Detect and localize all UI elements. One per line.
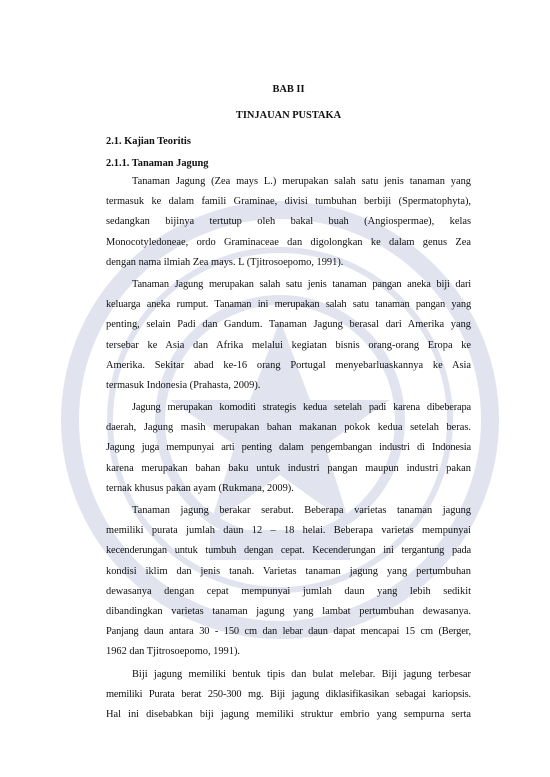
text-line: Tanaman Jagung (Zea mays L.) merupakan salah satu jenis tanaman yang — [132, 176, 471, 187]
text-line: Amerika. Sekitar abad ke-16 orang Portugal menyebarluaskannya ke Asia — [106, 359, 471, 371]
text-line: penting, selain Padi dan Gandum. Tanaman Jagung berasal dari Amerika yang — [106, 319, 471, 331]
text-line: termasuk Indonesia (Prahasta, 2009). — [106, 379, 261, 391]
text-line: kecenderungan untuk tumbuh dengan cepat. Kecenderungan ini tergantung pada — [106, 545, 471, 557]
text-line: karena merupakan bahan baku untuk industri pangan maupun industri pakan — [106, 462, 471, 474]
chapter-title: TINJAUAN PUSTAKA — [235, 110, 342, 121]
text-line: memiliki purata jumlah daun 12 – 18 helai. Beberapa varietas mempunyai — [106, 525, 471, 537]
text-line: Tanaman Jagung merupakan salah satu jenis tanaman pangan aneka biji dari — [132, 278, 471, 290]
text-line: memiliki Purata berat 250-300 mg. Biji jagung diklasifikasikan sebagai kariopsis. — [106, 688, 471, 700]
document-body — [106, 80, 471, 727]
text-line: daerah, Jagung masih merupakan bahan makanan pokok kedua setelah beras. — [106, 422, 471, 434]
text-line: kondisi iklim dan jenis tanah. Varietas tanaman jagung yang pertumbuhan — [106, 565, 471, 577]
paragraph-5 — [106, 665, 471, 726]
text-line: 1962 dan Tjitrosoepomo, 1991). — [106, 646, 241, 658]
text-line: dengan nama ilmiah Zea mays. L (Tjitrosoepomo, 1991). — [106, 256, 344, 268]
text-line: sedangkan bijinya tertutup oleh bakal buah (Angiospermae), kelas — [106, 216, 471, 228]
text-line: Panjang daun antara 30 - 150 cm dan lebar daun dapat mencapai 15 cm (Berger, — [106, 626, 471, 638]
text-line: Tanaman jagung berakar serabut. Beberapa varietas tanaman jagung — [132, 505, 471, 516]
section-heading: 2.1. Kajian Teoritis — [106, 136, 191, 147]
paragraph-1 — [106, 172, 471, 273]
chapter-heading: BAB II — [272, 84, 305, 95]
paragraph-2 — [106, 275, 471, 396]
text-line: Jagung juga mempunyai arti penting dalam pengembangan industri di Indonesia — [106, 442, 471, 454]
paragraph-3 — [106, 398, 471, 499]
subsection-heading: 2.1.1. Tanaman Jagung — [106, 158, 209, 169]
text-line: dewasanya dengan cepat mempunyai jumlah daun yang lebih sedikit — [106, 585, 471, 597]
text-line: termasuk ke dalam famili Graminae, divisi tumbuhan berbiji (Spermatophyta), — [106, 196, 471, 208]
text-line: dibandingkan varietas tanaman jagung yang lambat pertumbuhan dewasanya. — [106, 605, 471, 617]
text-line: Jagung merupakan komoditi strategis kedua setelah padi karena dibeberapa — [132, 402, 471, 414]
text-line: ternak khusus pakan ayam (Rukmana, 2009). — [106, 482, 294, 494]
paragraph-4 — [106, 501, 471, 663]
text-line: Hal ini disebabkan biji jagung memiliki struktur embrio yang sempurna serta — [106, 708, 471, 720]
text-line: Monocotyledoneae, ordo Graminaceae dan digolongkan ke dalam genus Zea — [106, 236, 471, 248]
text-line: keluarga aneka rumput. Tanaman ini merupakan salah satu tanaman pangan yang — [106, 299, 471, 311]
text-line: tersebar ke Asia dan Afrika melalui kegiatan bisnis orang-orang Eropa ke — [106, 339, 471, 351]
text-line: Biji jagung memiliki bentuk tipis dan bulat melebar. Biji jagung terbesar — [132, 668, 471, 680]
